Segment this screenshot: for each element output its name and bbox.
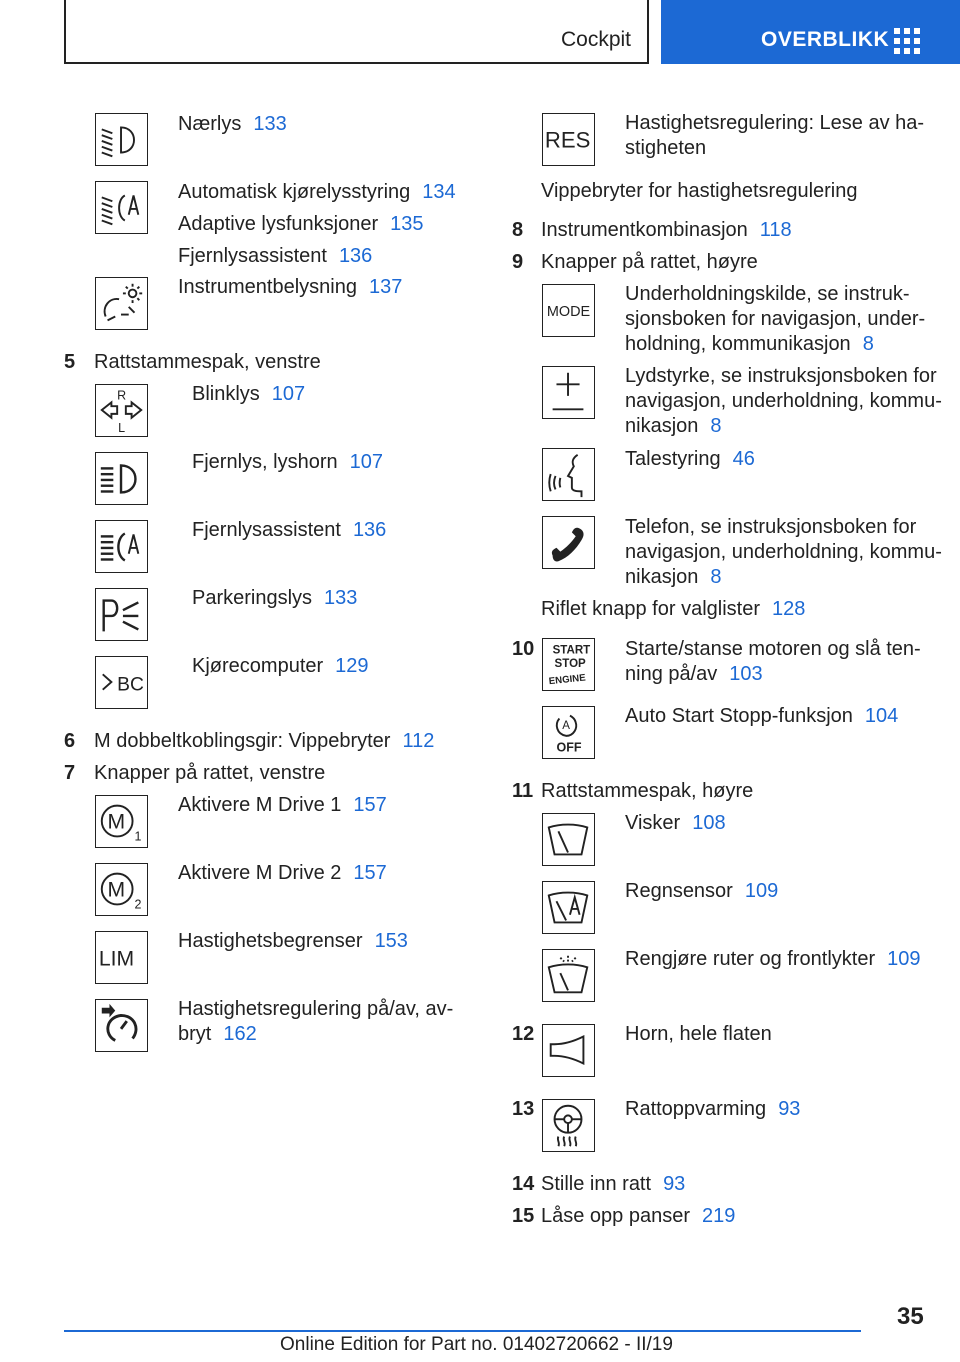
high-beam-assist-icon — [95, 520, 148, 573]
svg-text:OFF: OFF — [556, 740, 582, 755]
page-ref[interactable]: 134 — [422, 181, 456, 203]
page-ref[interactable]: 103 — [729, 663, 763, 685]
page-ref[interactable]: 136 — [338, 245, 373, 267]
overview-tab-label: OVERBLIKK — [761, 28, 890, 51]
page-ref[interactable]: 153 — [374, 930, 408, 952]
item-number: 14 — [512, 1173, 535, 1195]
list-item: Hastighetsbegrenser 153 — [178, 930, 408, 952]
page-ref[interactable]: 8 — [710, 566, 722, 588]
overview-tab[interactable] — [661, 0, 960, 64]
speed-limiter-icon — [95, 931, 148, 984]
high-beam-icon — [95, 452, 148, 505]
page-ref[interactable]: 133 — [324, 587, 358, 609]
item-heading: M dobbeltkoblingsgir: Vippebryter 112 — [94, 730, 435, 752]
page-ref[interactable]: 137 — [368, 276, 403, 298]
item-heading: Knapper på rattet, venstre — [94, 762, 326, 784]
svg-text:A: A — [562, 720, 570, 733]
horn-icon — [542, 1024, 595, 1077]
page-ref[interactable]: 93 — [778, 1098, 801, 1120]
svg-text:LIM: LIM — [98, 947, 135, 971]
list-item: Adaptive lysfunksjoner 135 — [178, 213, 424, 235]
list-item: Regnsensor 109 — [625, 880, 779, 902]
item-heading: Låse opp panser 219 — [541, 1205, 736, 1227]
svg-text:L: L — [118, 421, 126, 436]
list-item: Fjernlysassistent 136 — [192, 519, 387, 541]
item-number: 15 — [512, 1205, 535, 1227]
footer-edition: Online Edition for Part no. 01402720662 - II/19 — [280, 1334, 673, 1355]
list-item: Hastighetsregulering på/av, av- bryt 162 — [178, 998, 454, 1045]
page-ref[interactable]: 219 — [702, 1205, 736, 1227]
list-item: Hastighetsregulering: Lese av ha- stigheten — [625, 112, 925, 159]
svg-text:ENGINE: ENGINE — [548, 672, 587, 688]
list-item: Parkeringslys 133 — [192, 587, 358, 609]
item-number: 7 — [64, 762, 76, 784]
list-item: Horn, hele flaten — [625, 1023, 772, 1045]
page-ref[interactable]: 112 — [402, 730, 435, 752]
list-item: Visker 108 — [625, 812, 726, 834]
item-number: 13 — [512, 1098, 535, 1120]
low-beam-icon — [95, 113, 148, 166]
item-number: 5 — [64, 351, 76, 373]
svg-text:2: 2 — [134, 897, 142, 912]
volume-icon — [542, 366, 595, 419]
start-stop-icon — [542, 638, 595, 691]
board-computer-icon — [95, 656, 148, 709]
list-item: Automatisk kjørelysstyring 134 — [178, 181, 456, 203]
header-section-box — [64, 0, 649, 64]
footer-divider — [64, 1330, 861, 1332]
list-item: Nærlys 133 — [178, 113, 287, 135]
item-number: 10 — [512, 638, 535, 660]
turn-signal-icon — [95, 384, 148, 437]
rain-sensor-icon — [542, 881, 595, 934]
list-item: Rattoppvarming 93 — [625, 1098, 801, 1120]
list-item: Auto Start Stopp-funksjon 104 — [625, 705, 899, 727]
page-ref[interactable]: 107 — [349, 451, 383, 473]
page-number: 35 — [897, 1303, 924, 1330]
mode-icon — [542, 284, 595, 337]
steering-heating-icon — [542, 1099, 595, 1152]
item-heading: Instrumentkombinasjon 118 — [541, 219, 792, 241]
page-ref[interactable]: 109 — [887, 948, 921, 970]
svg-text:START: START — [552, 644, 591, 657]
list-item: Fjernlys, lyshorn 107 — [192, 451, 383, 473]
list-item: Instrumentbelysning 137 — [178, 276, 403, 298]
page-ref[interactable]: 8 — [710, 415, 722, 437]
list-item: Vippebryter for hastighetsregulering — [541, 180, 858, 202]
item-number: 9 — [512, 251, 524, 273]
item-number: 8 — [512, 219, 524, 241]
res-icon — [542, 113, 595, 166]
list-item: Starte/stanse motoren og slå ten- ning på/av 103 — [625, 638, 921, 685]
svg-text:M: M — [107, 810, 126, 834]
voice-control-icon — [542, 448, 595, 501]
page-ref[interactable]: 157 — [353, 862, 387, 884]
item-heading: Rattstammespak, venstre — [94, 351, 321, 373]
cruise-control-icon — [95, 999, 148, 1052]
list-item: Telefon, se instruksjonsboken for navigasjon, underholdning, kommu- nikasjon 8 — [625, 516, 942, 588]
svg-text:BC: BC — [117, 674, 144, 696]
item-number: 12 — [512, 1023, 535, 1045]
page-ref[interactable]: 118 — [759, 219, 792, 241]
svg-text:R: R — [117, 388, 127, 403]
auto-start-stop-icon — [542, 706, 595, 759]
instrument-lighting-icon — [95, 277, 148, 330]
list-item: Talestyring 46 — [625, 448, 755, 470]
page-ref[interactable]: 46 — [732, 448, 755, 470]
item-heading: Knapper på rattet, høyre — [541, 251, 758, 273]
page-ref[interactable]: 128 — [771, 598, 806, 620]
list-item: Fjernlysassistent 136 — [178, 245, 373, 267]
svg-text:MODE: MODE — [546, 303, 591, 320]
list-item: Riflet knapp for valglister 128 — [541, 598, 806, 620]
list-item: Kjørecomputer 129 — [192, 655, 369, 677]
list-item: Aktivere M Drive 1 157 — [178, 794, 387, 816]
svg-text:M: M — [107, 878, 126, 902]
page-ref[interactable]: 93 — [663, 1173, 686, 1195]
page-ref[interactable]: 135 — [390, 213, 424, 235]
m-drive-1-icon — [95, 795, 148, 848]
phone-icon — [542, 516, 595, 569]
auto-light-icon — [95, 181, 148, 234]
parking-light-icon — [95, 588, 148, 641]
page-ref[interactable]: 157 — [353, 794, 387, 816]
item-heading: Rattstammespak, høyre — [541, 780, 754, 802]
page-ref[interactable]: 129 — [335, 655, 369, 677]
list-item: Underholdningskilde, se instruk- sjonsboken for navigasjon, under- holdning, kommunikasjon 8 — [625, 283, 926, 355]
page-ref[interactable]: 107 — [271, 383, 306, 405]
page-ref[interactable]: 162 — [223, 1023, 257, 1045]
svg-text:1: 1 — [134, 829, 142, 844]
wiper-icon — [542, 813, 595, 866]
svg-text:RES: RES — [544, 127, 591, 153]
list-item: Aktivere M Drive 2 157 — [178, 862, 387, 884]
list-item: Blinklys 107 — [192, 383, 306, 405]
page-ref[interactable]: 133 — [253, 113, 287, 135]
section-title: Cockpit — [560, 28, 631, 51]
item-heading: Stille inn ratt 93 — [541, 1173, 686, 1195]
page-ref[interactable]: 8 — [862, 333, 874, 355]
m-drive-2-icon — [95, 863, 148, 916]
grid-icon — [894, 28, 920, 54]
svg-text:STOP: STOP — [554, 657, 586, 670]
washer-icon — [542, 949, 595, 1002]
list-item: Rengjøre ruter og frontlykter 109 — [625, 948, 921, 970]
item-number: 6 — [64, 730, 76, 752]
page-ref[interactable]: 136 — [352, 519, 387, 541]
item-number: 11 — [512, 780, 534, 802]
page-ref[interactable]: 109 — [744, 880, 779, 902]
list-item: Lydstyrke, se instruksjonsboken for navigasjon, underholdning, kommu- nikasjon 8 — [625, 365, 942, 437]
page-ref[interactable]: 108 — [692, 812, 726, 834]
page-ref[interactable]: 104 — [864, 705, 899, 727]
